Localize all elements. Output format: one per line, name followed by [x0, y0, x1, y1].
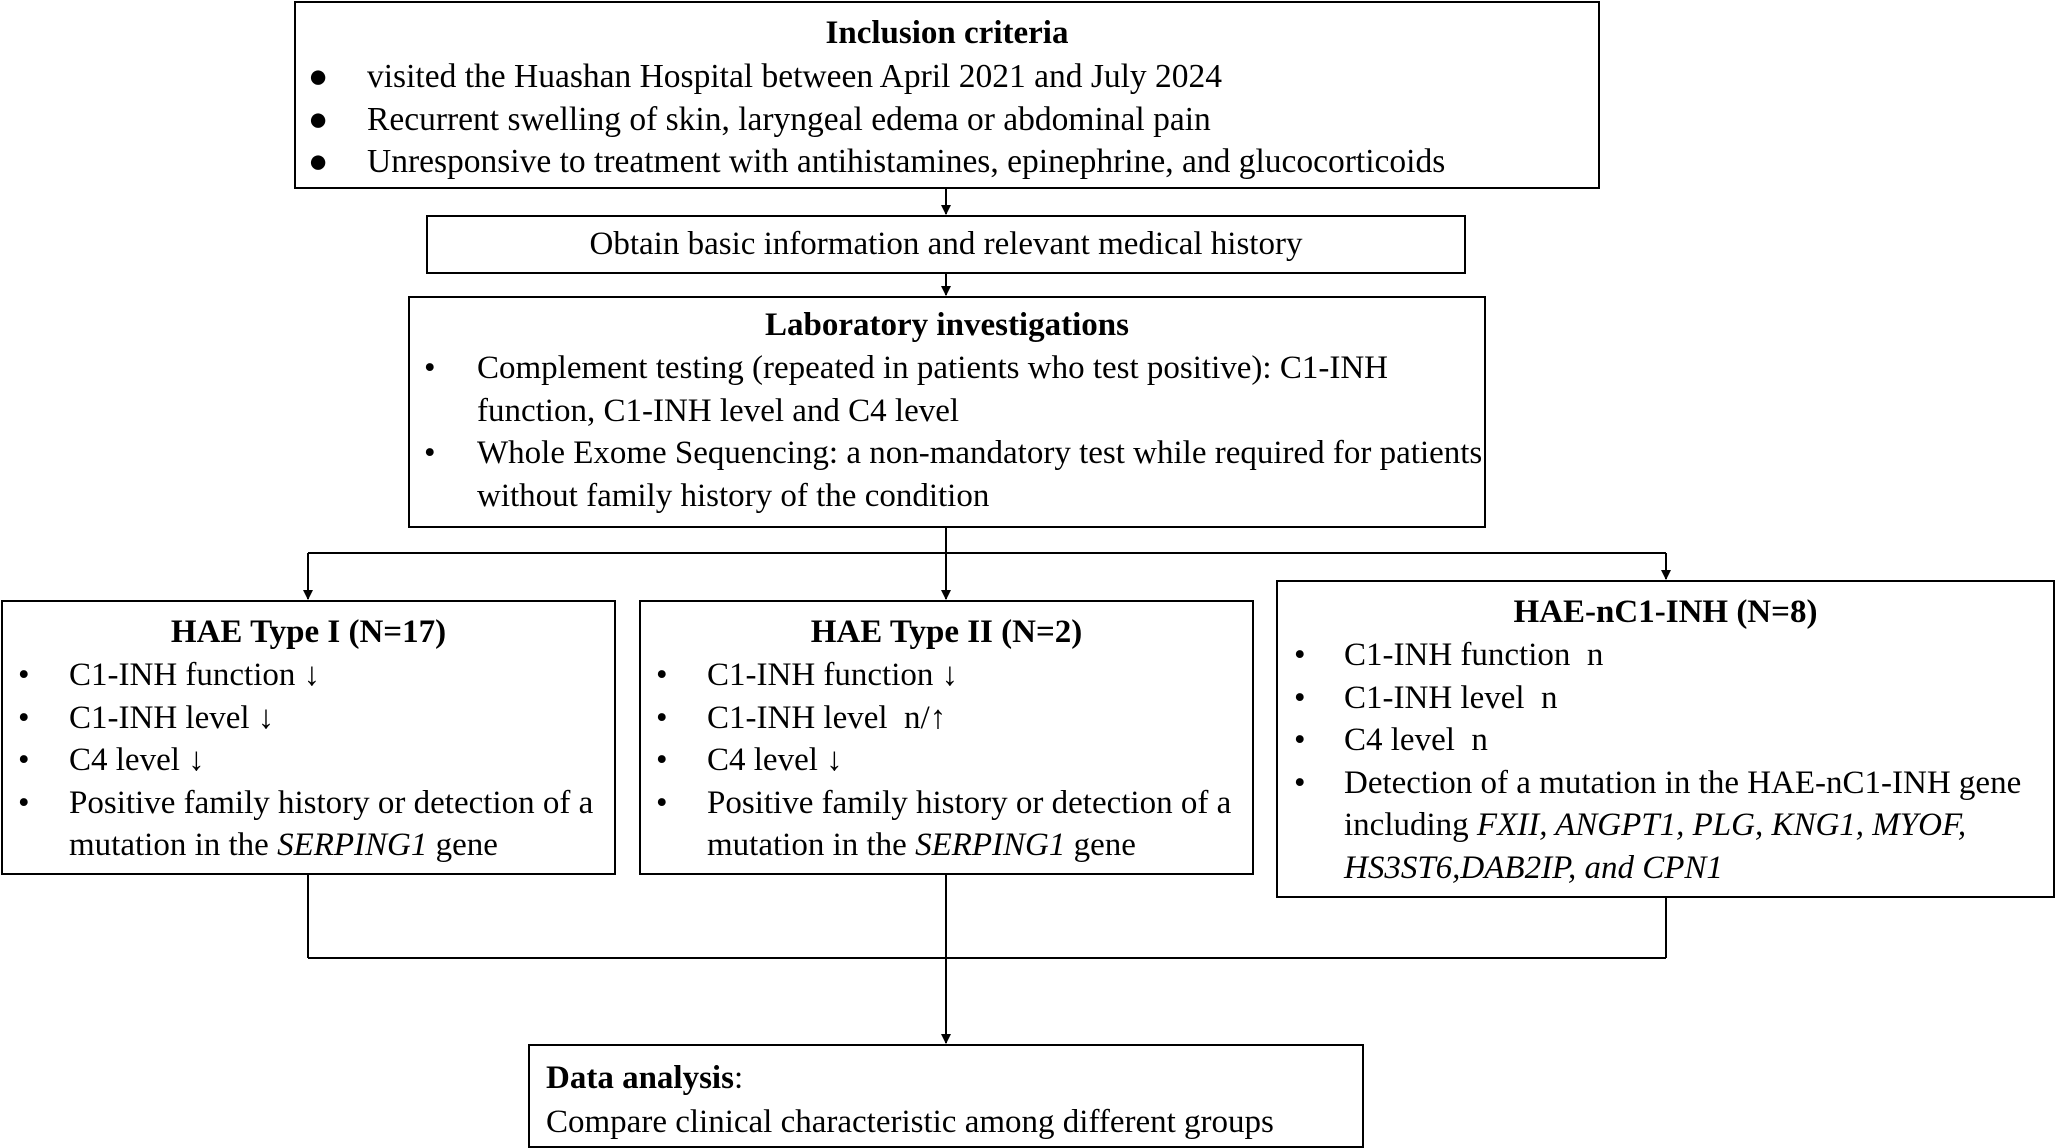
hae-type-2-list [656, 654, 1252, 867]
list-item: ● Unresponsive to treatment with antihistamines, epinephrine, and glucocorticoids [308, 141, 1598, 184]
list-item: ● visited the Huashan Hospital between April 2021 and July 2024 [308, 56, 1598, 99]
list-item: • C4 level ↓ [656, 739, 1252, 782]
laboratory-investigations-box [408, 296, 1486, 528]
list-item: • C1-INH function ↓ [18, 654, 614, 697]
data-analysis-box [528, 1044, 1364, 1148]
bullet-icon: • [656, 784, 668, 821]
list-item: ● Recurrent swelling of skin, laryngeal edema or abdominal pain [308, 99, 1598, 142]
list-item: • Positive family history or detection of a mutation in the SERPING1 gene [656, 782, 1252, 867]
laboratory-investigations-list [424, 347, 1484, 517]
bullet-icon: • [424, 435, 436, 471]
bullet-icon: • [656, 657, 668, 693]
inclusion-criteria-list [308, 56, 1598, 184]
list-item: • C1-INH function ↓ [656, 654, 1252, 697]
list-item: • Whole Exome Sequencing: a non-mandatory test while required for patients without family history of the condition [424, 432, 1484, 517]
list-item: • Complement testing (repeated in patients who test positive): C1-INH function, C1-INH level and C4 level [424, 347, 1484, 432]
bullet-icon: • [1294, 722, 1306, 758]
bullet-icon: ● [308, 58, 329, 95]
gene-name: SERPING1 [915, 827, 1066, 863]
bullet-icon: ● [308, 100, 329, 138]
list-item: • C1-INH level ↓ [18, 697, 614, 740]
inclusion-criteria-title: Inclusion criteria [825, 15, 1069, 51]
inclusion-criteria-box [294, 1, 1600, 189]
list-item: • C1-INH function n [1294, 634, 2053, 677]
bullet-icon: • [18, 699, 30, 736]
data-analysis-label: Data analysis [546, 1060, 734, 1096]
bullet-icon: • [656, 742, 668, 778]
bullet-icon: • [18, 784, 30, 821]
list-item: • Positive family history or detection of a mutation in the SERPING1 gene [18, 782, 614, 867]
gene-name: SERPING1 [277, 827, 428, 863]
bullet-icon: • [1294, 679, 1306, 716]
bullet-icon: • [18, 742, 30, 778]
bullet-icon: • [1294, 637, 1306, 673]
bullet-icon: • [424, 350, 436, 386]
obtain-info-text: Obtain basic information and relevant medical history [589, 226, 1303, 262]
list-item: • C4 level ↓ [18, 739, 614, 782]
list-item: • C4 level n [1294, 719, 2053, 762]
list-item: • C1-INH level n [1294, 677, 2053, 720]
hae-nc1-inh-box [1276, 580, 2055, 898]
gene-list: FXII, ANGPT1, PLG, KNG1, MYOF, HS3ST6,DAB2IP, and CPN1 [1344, 807, 1967, 886]
data-analysis-heading: Data analysis: [546, 1060, 744, 1096]
list-item: • C1-INH level n/↑ [656, 697, 1252, 740]
hae-type-2-box [639, 600, 1254, 875]
list-item: • Detection of a mutation in the HAE-nC1-INH gene including FXII, ANGPT1, PLG, KNG1, MYOF, HS3ST6,DAB2IP, and CPN1 [1294, 762, 2053, 890]
bullet-icon: • [1294, 764, 1306, 801]
laboratory-investigations-title: Laboratory investigations [765, 307, 1129, 343]
bullet-icon: • [656, 699, 668, 736]
hae-type-1-box [1, 600, 616, 875]
hae-nc1-inh-list [1294, 634, 2053, 889]
data-analysis-text: Compare clinical characteristic among different groups [546, 1104, 1274, 1140]
hae-type-1-list [18, 654, 614, 867]
bullet-icon: ● [308, 143, 329, 180]
bullet-icon: • [18, 657, 30, 693]
hae-type-1-title: HAE Type I (N=17) [170, 614, 447, 650]
obtain-info-box [426, 215, 1466, 274]
hae-nc1-inh-title: HAE-nC1-INH (N=8) [1513, 594, 1818, 630]
hae-type-2-title: HAE Type II (N=2) [810, 614, 1083, 650]
